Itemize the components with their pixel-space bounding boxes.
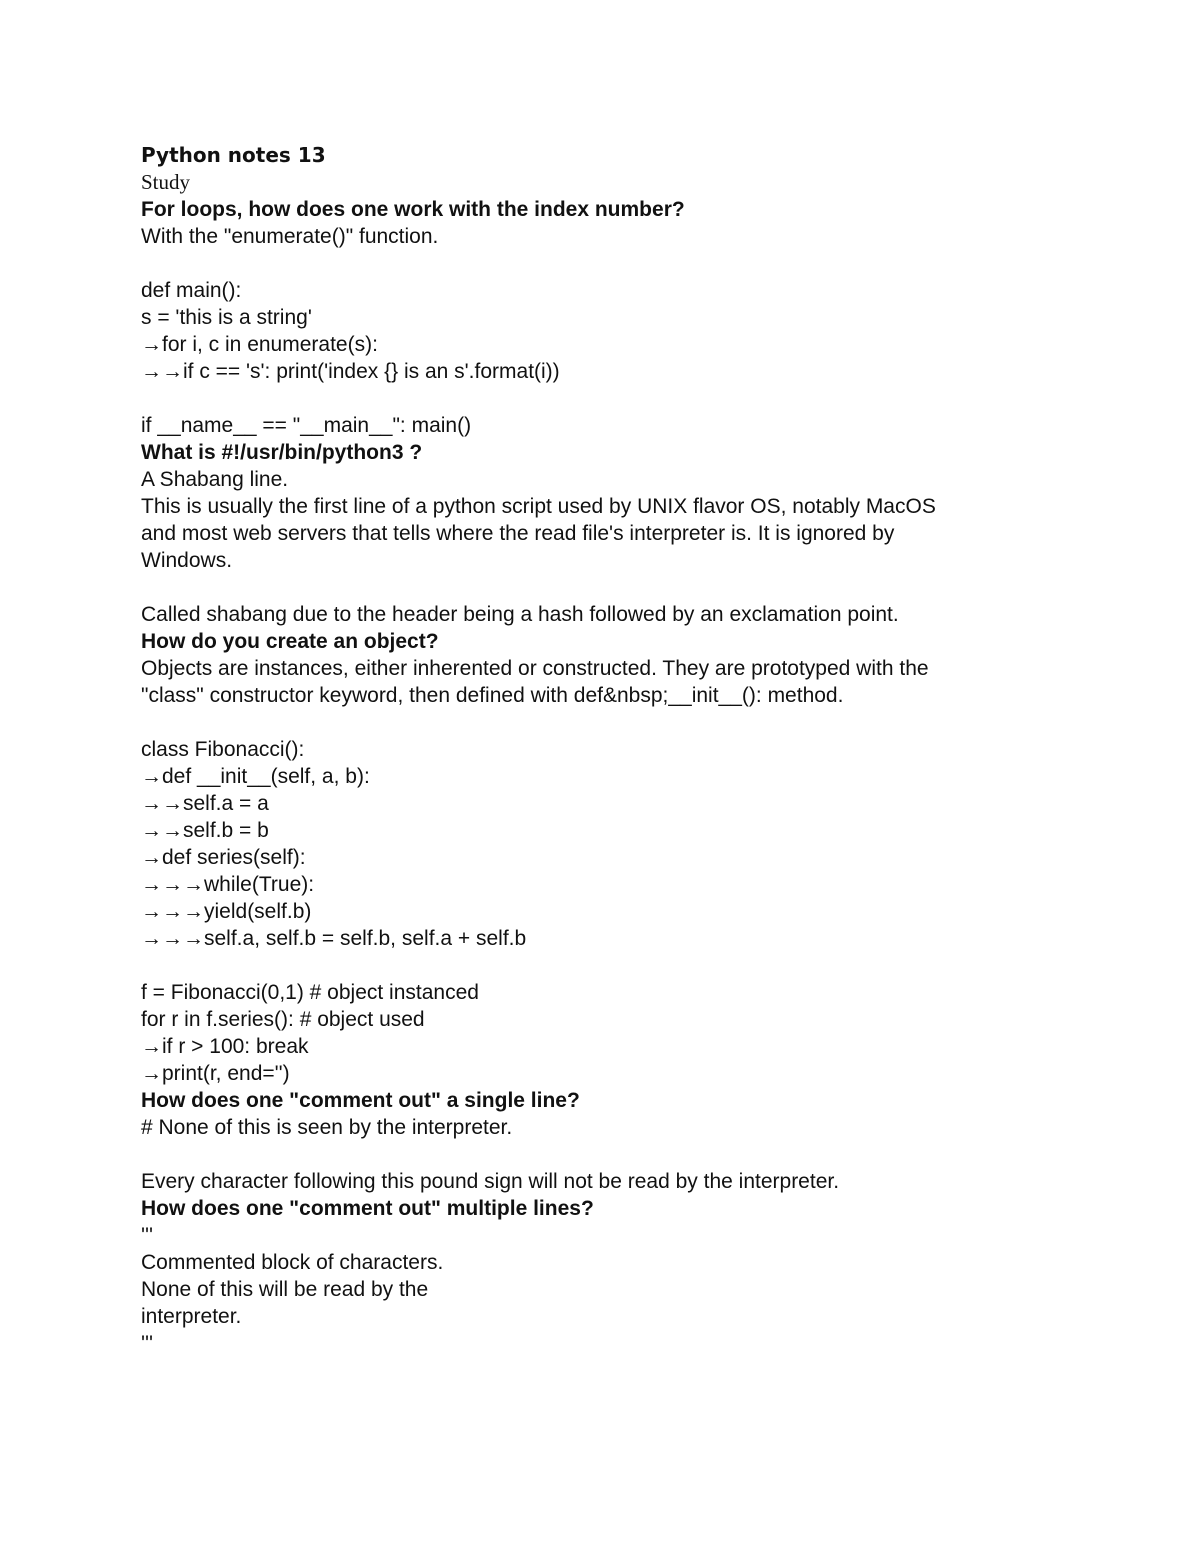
code-line: →→self.a = a xyxy=(141,792,269,815)
text-line: # None of this is seen by the interpreter. xyxy=(141,1116,513,1139)
text-line: and most web servers that tells where the read file's interpreter is. It is ignored by xyxy=(141,522,895,545)
code-line: None of this will be read by the xyxy=(141,1278,429,1301)
code-line: →def __init__(self, a, b): xyxy=(141,765,370,788)
code-line: →if r > 100: break xyxy=(141,1035,309,1058)
text-line: A Shabang line. xyxy=(141,468,289,491)
code-line: interpreter. xyxy=(141,1305,242,1328)
code-line: for r in f.series(): # object used xyxy=(141,1008,425,1031)
page-title: Python notes 13 xyxy=(141,143,326,167)
code-line: →def series(self): xyxy=(141,846,306,869)
text-line: "class" constructor keyword, then defined with def&nbsp;__init__(): method. xyxy=(141,684,844,707)
blank-line xyxy=(141,250,1101,277)
question-heading: For loops, how does one work with the index number? xyxy=(141,198,685,221)
code-line: def main(): xyxy=(141,279,242,302)
text-line: Every character following this pound sign will not be read by the interpreter. xyxy=(141,1170,840,1193)
question-heading: What is #!/usr/bin/python3 ? xyxy=(141,441,423,464)
text-line: This is usually the first line of a python script used by UNIX flavor OS, notably MacOS xyxy=(141,495,936,518)
blank-line xyxy=(141,574,1101,601)
code-line: class Fibonacci(): xyxy=(141,738,305,761)
code-line: →→if c == 's': print('index {} is an s'.format(i)) xyxy=(141,360,560,383)
code-line: →print(r, end='') xyxy=(141,1062,290,1085)
text-line: With the "enumerate()" function. xyxy=(141,225,439,248)
text-line: Objects are instances, either inherented or constructed. They are prototyped with the xyxy=(141,657,929,680)
blank-line xyxy=(141,1141,1101,1168)
document-page xyxy=(141,142,1101,1357)
text-line: Windows. xyxy=(141,549,233,572)
blank-line xyxy=(141,709,1101,736)
blank-line xyxy=(141,952,1101,979)
code-line: s = 'this is a string' xyxy=(141,306,312,329)
text-line: Called shabang due to the header being a hash followed by an exclamation point. xyxy=(141,603,899,626)
question-heading: How does one "comment out" a single line? xyxy=(141,1089,580,1112)
blank-line xyxy=(141,385,1101,412)
code-line: →→self.b = b xyxy=(141,819,269,842)
code-line: →→→while(True): xyxy=(141,873,315,896)
code-line: →for i, c in enumerate(s): xyxy=(141,333,378,356)
code-line: ''' xyxy=(141,1332,154,1355)
code-line: Commented block of characters. xyxy=(141,1251,444,1274)
question-heading: How does one "comment out" multiple lines? xyxy=(141,1197,594,1220)
page-subtitle: Study xyxy=(141,170,191,194)
code-line: →→→yield(self.b) xyxy=(141,900,312,923)
code-line: if __name__ == "__main__": main() xyxy=(141,414,472,437)
document-body xyxy=(141,196,1101,1357)
code-line: ''' xyxy=(141,1224,154,1247)
question-heading: How do you create an object? xyxy=(141,630,439,653)
code-line: →→→self.a, self.b = self.b, self.a + self.b xyxy=(141,927,527,950)
code-line: f = Fibonacci(0,1) # object instanced xyxy=(141,981,479,1004)
